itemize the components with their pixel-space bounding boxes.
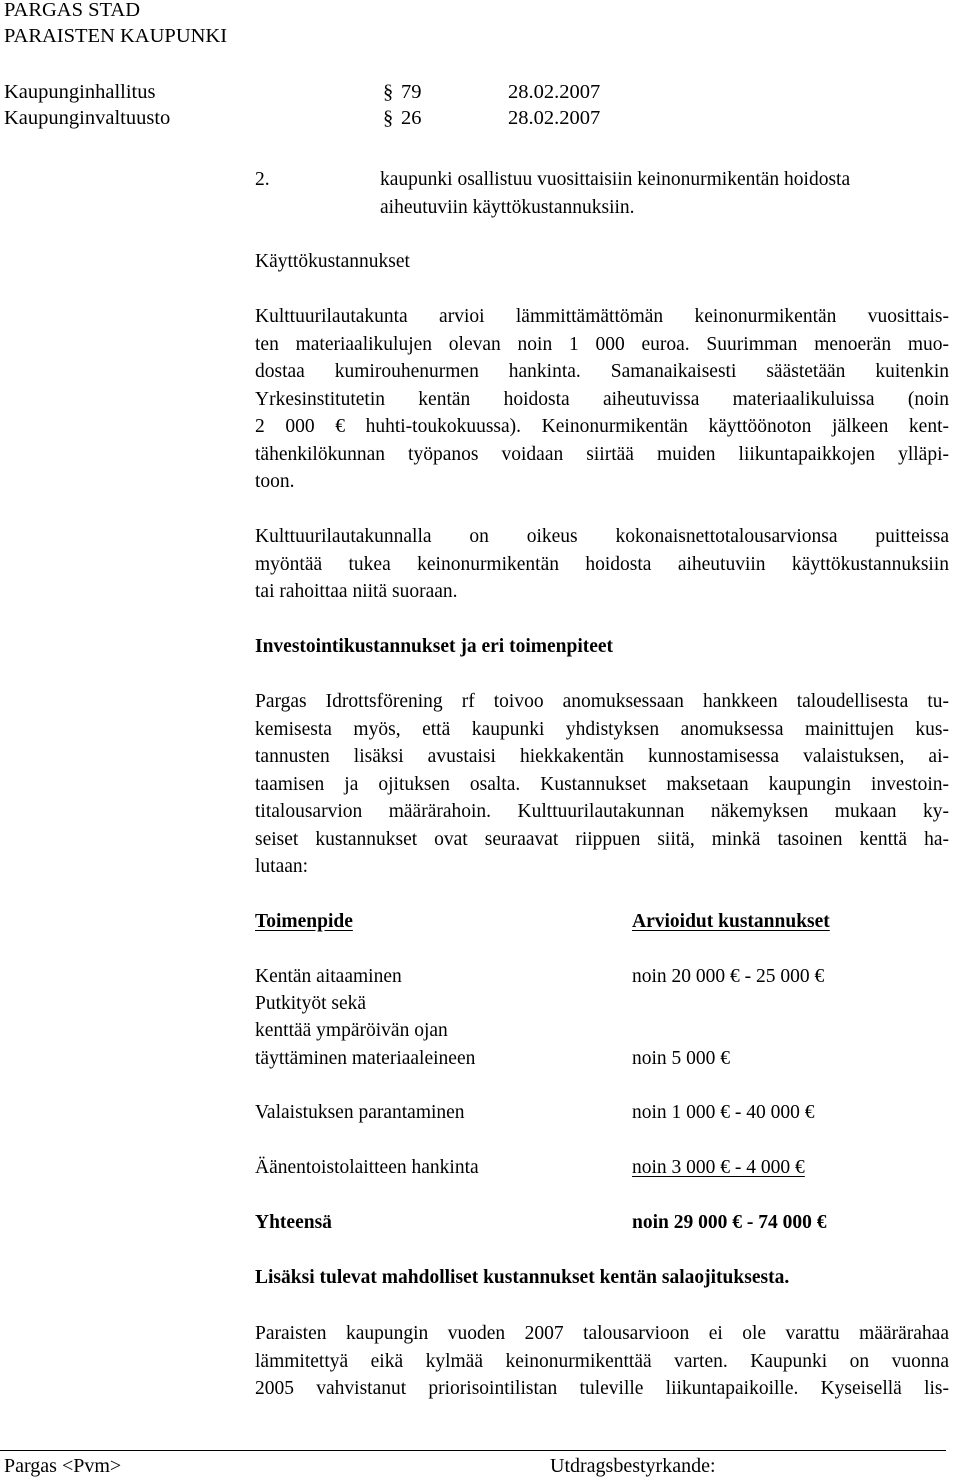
column-header-cost: Arvioidut kustannukset — [632, 911, 830, 932]
cost-cell: noin 20 000 € - 25 000 € — [632, 966, 825, 987]
org-name-finnish: PARAISTEN KAUPUNKI — [4, 25, 228, 47]
total-label: Yhteensä — [255, 1212, 332, 1233]
cost-cell: noin 5 000 € — [632, 1048, 731, 1069]
measure-cell: Putkityöt sekä — [255, 993, 367, 1014]
text-line: kaupunki osallistuu vuosittaisiin keinonurmikentän hoidosta — [380, 169, 851, 190]
text-line: lutaan: — [255, 856, 309, 877]
measure-cell: Kentän aitaaminen — [255, 966, 402, 987]
text-line: tähenkilökunnan työpanos voidaan siirtää muiden liikuntapaikkojen ylläpi- — [255, 443, 949, 465]
text-line: taamisen ja ojituksen osalta. Kustannukset maksetaan kaupungin investoin- — [255, 773, 949, 795]
meeting-date: 28.02.2007 — [508, 81, 601, 103]
operating-costs-paragraph — [255, 303, 949, 496]
cost-cell: noin 1 000 € - 40 000 € — [632, 1102, 815, 1123]
investment-costs-paragraph — [255, 688, 949, 881]
section-number: 26 — [401, 107, 422, 129]
column-header-measure: Toimenpide — [255, 911, 353, 932]
text-line: tannusten lisäksi avustaisi hiekkakentän kunnostamisessa valaistuksen, ai- — [255, 746, 949, 767]
total-cost: noin 29 000 € - 74 000 € — [632, 1212, 827, 1233]
text-line: kemisesta myös, että kaupunki yhdistyksen anomuksessa mainittujen kus- — [255, 718, 949, 740]
extra-costs-note: Lisäksi tulevat mahdolliset kustannukset kentän salaojituksesta. — [255, 1267, 790, 1288]
text-line: seiset kustannukset ovat seuraavat riippuen siitä, minkä tasoinen kenttä ha- — [255, 828, 949, 850]
list-item-text — [380, 166, 940, 221]
meeting-body: Kaupunginhallitus — [4, 81, 156, 103]
text-line: dostaa kumirouhenurmen hankinta. Samanaikaisesti säästetään kuitenkin — [255, 361, 949, 382]
investment-costs-heading: Investointikustannukset ja eri toimenpiteet — [255, 636, 614, 657]
section-sign: § — [383, 107, 394, 129]
section-sign: § — [383, 81, 394, 103]
text-line: Paraisten kaupungin vuoden 2007 talousarvioon ei ole varattu määrärahaa — [255, 1323, 949, 1344]
footer-certification: Utdragsbestyrkande: — [550, 1455, 716, 1477]
final-paragraph — [255, 1320, 949, 1403]
text-line: tai rahoittaa niitä suoraan. — [255, 581, 458, 602]
text-line: titalousarvion määrärahoin. Kulttuurilautakunnan näkemyksen mukaan ky- — [255, 801, 949, 822]
text-line: lämmitettyä eikä kylmää keinonurmikenttää varten. Kaupunki on vuonna — [255, 1350, 949, 1372]
measure-cell: kenttää ympäröivän ojan — [255, 1020, 448, 1041]
operating-costs-funding-paragraph — [255, 523, 949, 606]
text-line: ten materiaalikulujen olevan noin 1 000 euroa. Suurimman menoerän muo- — [255, 333, 949, 355]
text-line: Pargas Idrottsförening rf toivoo anomuksessaan hankkeen taloudellisesta tu- — [255, 691, 949, 712]
text-line: Kulttuurilautakunta arvioi lämmittämättömän keinonurmikentän vuosittais- — [255, 306, 949, 327]
org-name-swedish: PARGAS STAD — [4, 0, 141, 21]
text-line: 2 000 € huhti-toukokuussa). Keinonurmikentän käyttöönoton jälkeen kent- — [255, 416, 949, 437]
text-line: myöntää tukea keinonurmikentän hoidosta aiheutuviin käyttökustannuksiin — [255, 553, 949, 575]
measure-cell: Äänentoistolaitteen hankinta — [255, 1157, 479, 1178]
operating-costs-heading: Käyttökustannukset — [255, 251, 410, 272]
section-number: 79 — [401, 81, 422, 103]
text-line: Kulttuurilautakunnalla on oikeus kokonaisnettotalousarvionsa puitteissa — [255, 526, 949, 547]
text-line: 2005 vahvistanut priorisointilistan tuleville liikuntapaikoille. Kyseisellä lis- — [255, 1378, 949, 1399]
measure-cell: täyttäminen materiaaleineen — [255, 1048, 476, 1069]
meeting-date: 28.02.2007 — [508, 107, 601, 129]
cost-cell: noin 3 000 € - 4 000 € — [632, 1157, 805, 1178]
measure-cell: Valaistuksen parantaminen — [255, 1102, 465, 1123]
footer-divider — [0, 1450, 946, 1451]
text-line: toon. — [255, 471, 295, 492]
text-line: Yrkesinstitutetin kentän hoidosta aiheutuvissa materiaalikuluissa (noin — [255, 388, 949, 410]
meeting-body: Kaupunginvaltuusto — [4, 107, 171, 129]
text-line: aiheutuviin käyttökustannuksiin. — [380, 196, 635, 218]
list-item-number: 2. — [255, 169, 270, 190]
footer-place-date: Pargas <Pvm> — [4, 1455, 122, 1477]
